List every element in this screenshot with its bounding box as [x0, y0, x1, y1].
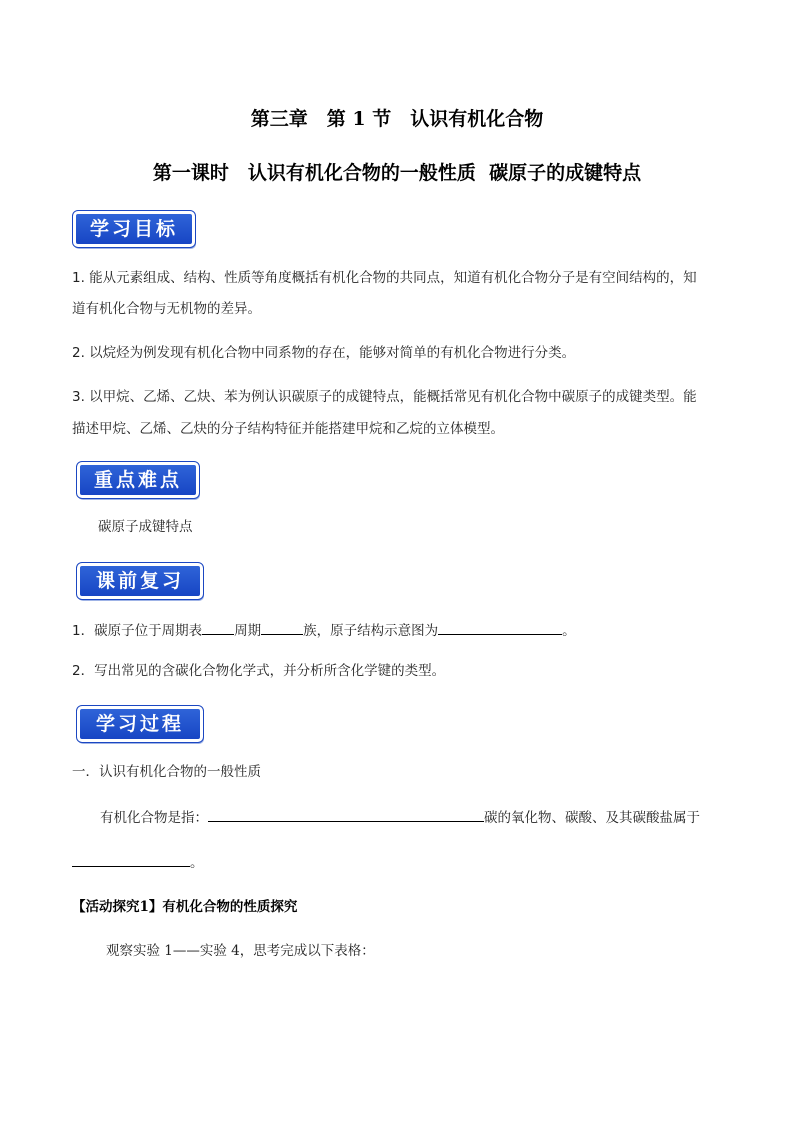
lesson-title: 第一课时 认识有机化合物的一般性质 碳原子的成键特点 [152, 162, 642, 184]
review-q1-part-d: 。 [562, 623, 576, 639]
objective-line-5: 描述甲烷、乙烯、乙炔的分子结构特征并能搭建甲烷和乙烷的立体模型。 [72, 421, 504, 437]
definition-label: 有机化合物是指： [100, 810, 208, 826]
answer-blank[interactable] [261, 618, 303, 635]
definition-continuation: 碳的氧化物、碳酸、及其碳酸盐属于 [484, 810, 700, 826]
review-q1-part-a: 1．碳原子位于周期表 [72, 623, 203, 639]
key-points-badge: 重点难点 [77, 462, 199, 498]
answer-blank[interactable] [202, 618, 234, 635]
definition-line-2 [72, 850, 204, 873]
observe-instruction: 观察实验 1——实验 4，思考完成以下表格： [106, 943, 375, 959]
review-q1-part-c: 族，原子结构示意图为 [303, 623, 439, 639]
key-points-text: 碳原子成键特点 [98, 519, 193, 535]
process-badge: 学习过程 [77, 706, 203, 742]
answer-blank[interactable] [72, 850, 190, 867]
objective-line-2: 道有机化合物与无机物的差异。 [72, 301, 261, 317]
answer-blank[interactable] [208, 805, 484, 822]
definition-line [100, 805, 700, 828]
objectives-badge: 学习目标 [73, 211, 195, 247]
objective-line-1: 1. 能从元素组成、结构、性质等角度概括有机化合物的共同点，知道有机化合物分子是有空间结构的，知 [72, 270, 697, 286]
objective-line-3: 2. 以烷烃为例发现有机化合物中同系物的存在，能够对简单的有机化合物进行分类。 [72, 345, 576, 361]
review-q1-part-b: 周期 [234, 623, 262, 639]
review-question-1 [72, 618, 576, 641]
answer-blank[interactable] [438, 618, 562, 635]
definition-end: 。 [190, 855, 204, 871]
activity-heading: 【活动探究1】有机化合物的性质探究 [72, 899, 298, 915]
chapter-title: 第三章 第 1 节 认识有机化合物 [250, 108, 544, 130]
objective-line-4: 3. 以甲烷、乙烯、乙炔、苯为例认识碳原子的成键特点，能概括常见有机化合物中碳原子的成键类型。能 [72, 389, 697, 405]
review-badge: 课前复习 [77, 563, 203, 599]
section-heading: 一．认识有机化合物的一般性质 [72, 764, 261, 780]
review-question-2: 2．写出常见的含碳化合物化学式，并分析所含化学键的类型。 [72, 663, 446, 679]
